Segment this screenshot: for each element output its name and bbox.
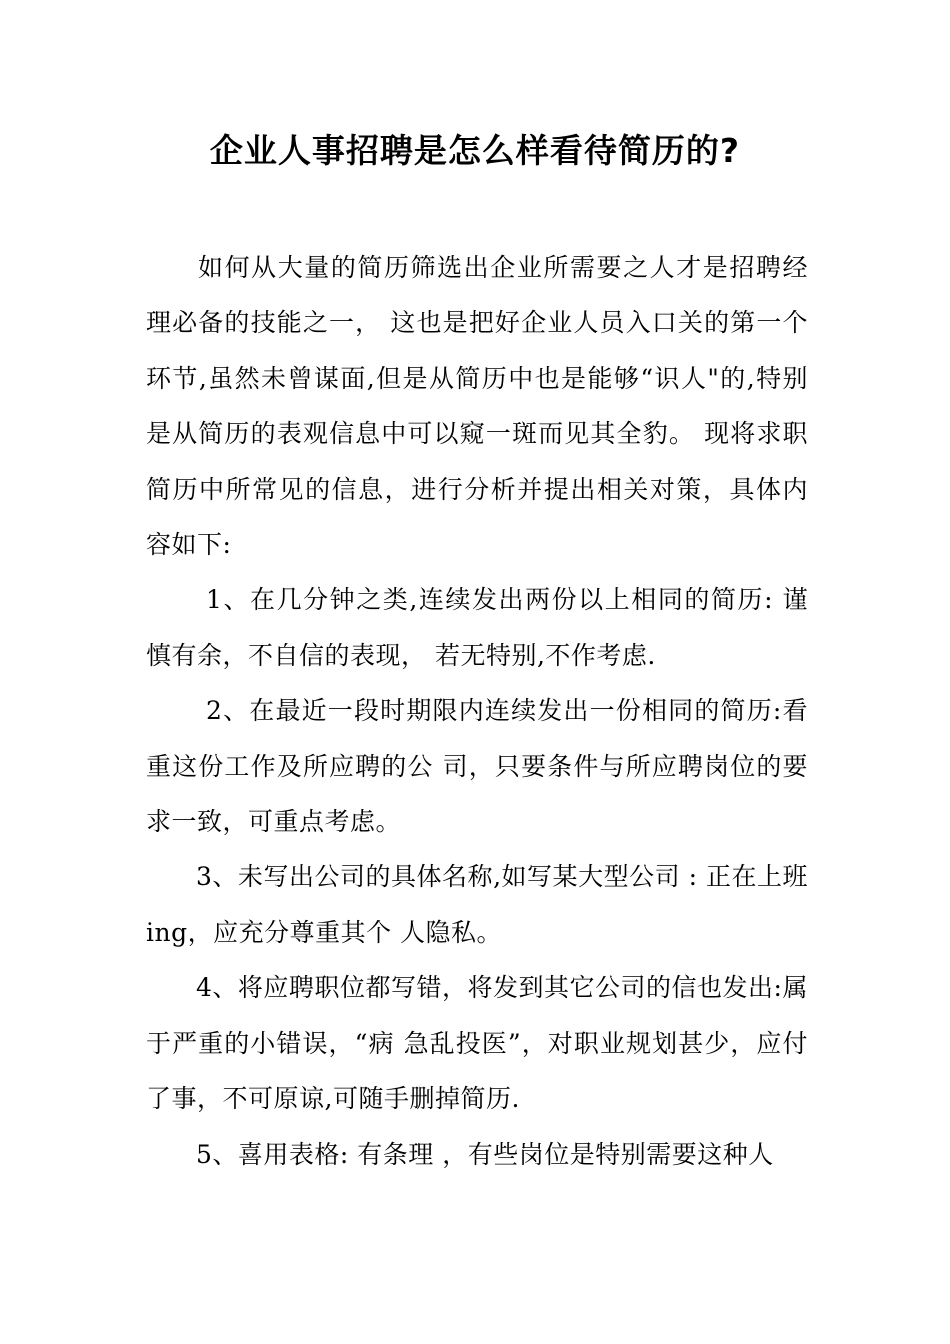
paragraph-item-2: 2、在最近一段时期限内连续发出一份相同的简历:看重这份工作及所应聘的公 司，只要条件与所应聘岗位的要求一致，可重点考虑。 bbox=[146, 696, 808, 837]
paragraph-item-5: 5、喜用表格: 有条理 ，有些岗位是特别需要这种人 bbox=[196, 1139, 774, 1169]
paragraph-item-3: 3、未写出公司的具体名称,如写某大型公司 : 正在上班 ing，应充分尊重其个 人隐私。 bbox=[146, 862, 808, 947]
document-body bbox=[146, 240, 808, 1182]
document-title: 企业人事招聘是怎么样看待简历的? bbox=[209, 131, 741, 170]
paragraph-intro: 如何从大量的简历筛选出企业所需要之人才是招聘经理必备的技能之一， 这也是把好企业人员入口关的第一个环节,虽然未曾谋面,但是从简历中也是能够“识人"的,特别是从简历的表观信息中可以窥一斑而见其全豹。 现将求职简历中所常见的信息，进行分析并提出相关对策，具体内容如下: bbox=[146, 253, 808, 560]
paragraph-item-1: 1、在几分钟之类,连续发出两份以上相同的简历: 谨慎有余，不自信的表现， 若无特别,不作考虑. bbox=[146, 585, 808, 670]
paragraph-item-4: 4、将应聘职位都写错，将发到其它公司的信也发出:属于严重的小错误，“病 急乱投医”，对职业规划甚少，应付了事，不可原谅,可随手删掉简历. bbox=[146, 973, 808, 1114]
